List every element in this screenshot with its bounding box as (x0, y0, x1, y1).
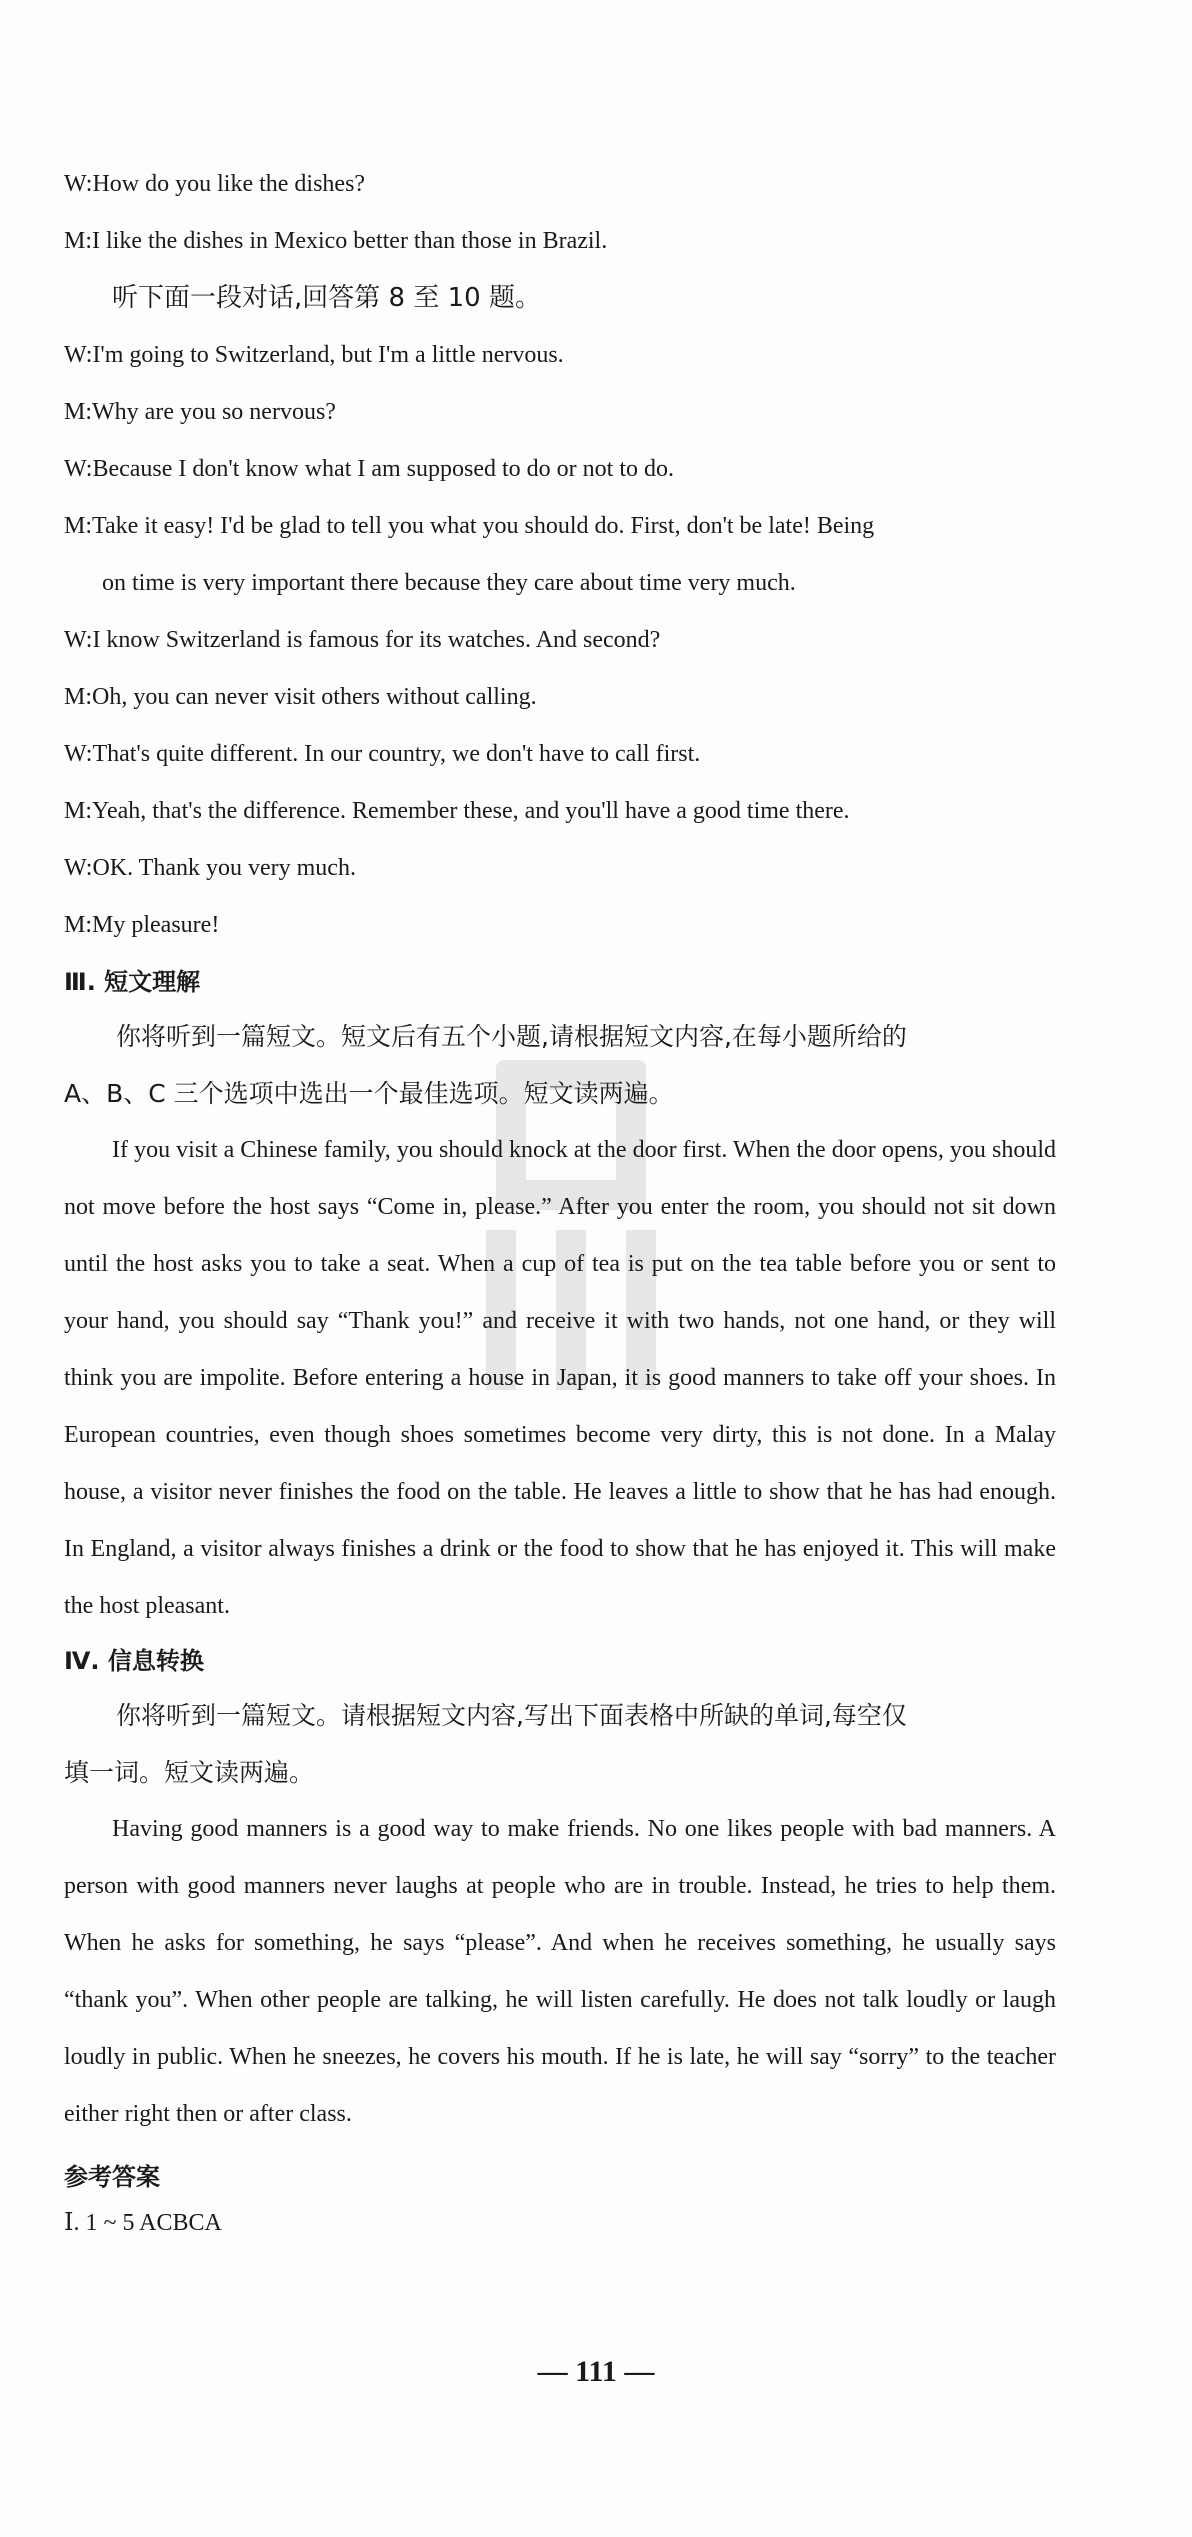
page-content (64, 168, 1064, 2264)
dialogue-line: W:How do you like the dishes? (64, 171, 366, 197)
passage-text: If you visit a Chinese family, you should knock at the door first. When the door opens, you should not move before the host says “Come in, please.” After you enter the room, you should not sit down until the host asks you to take a seat. When a cup of tea is put on the tea table before you or sent to your hand, you should say “Thank you!” and receive it with two hands, not one hand, or they will think you are impolite. Before entering a house in Japan, it is good manners to take off your shoes. In European countries, even though shoes sometimes become very dirty, this is not done. In a Malay house, a visitor never finishes the food on the table. He leaves a little to show that he has had enough. In England, a visitor always finishes a drink or the food to show that he has enjoyed it. This will make the host pleasant. (64, 1137, 1056, 1619)
page-number: — 111 — (537, 2355, 655, 2388)
dialogue-line: W:I'm going to Switzerland, but I'm a little nervous. (64, 342, 564, 368)
section-instruction: 你将听到一篇短文。短文后有五个小题,请根据短文内容,在每小题所给的 A、B、C 三个选项中选出一个最佳选项。短文读两遍。 (64, 1022, 907, 1108)
answer-line: Ⅰ. 1 ~ 5 ACBCA (64, 2210, 222, 2236)
instruction-text: 听下面一段对话,回答第 8 至 10 题。 (112, 283, 541, 313)
passage-text: Having good manners is a good way to make friends. No one likes people with bad manners. A person with good manners never laughs at people who are in trouble. Instead, he tries to help them. When he asks for something, he says “please”. And when he receives something, he usually says “thank you”. When other people are talking, he will listen carefully. He does not talk loudly or laugh loudly in public. When he sneezes, he covers his mouth. If he is late, he will say “sorry” to the teacher either right then or after class. (64, 1816, 1056, 2127)
dialogue-line: M:My pleasure! (64, 912, 220, 938)
dialogue-line: W:OK. Thank you very much. (64, 855, 356, 881)
dialogue-line: M:Oh, you can never visit others without calling. (64, 684, 537, 710)
section-heading: Ⅳ. 信息转换 (64, 1647, 204, 1675)
dialogue-line: W:I know Switzerland is famous for its watches. And second? (64, 627, 661, 653)
dialogue-line-continuation: on time is very important there because they care about time very much. (102, 570, 796, 596)
dialogue-line: M:Yeah, that's the difference. Remember these, and you'll have a good time there. (64, 798, 850, 824)
dialogue-line: M:I like the dishes in Mexico better than those in Brazil. (64, 228, 608, 254)
dialogue-line: M:Take it easy! I'd be glad to tell you what you should do. First, don't be late! Being (64, 513, 875, 539)
answers-heading: 参考答案 (64, 2163, 160, 2191)
dialogue-line: M:Why are you so nervous? (64, 399, 336, 425)
dialogue-line: W:Because I don't know what I am supposed to do or not to do. (64, 456, 675, 482)
dialogue-line: W:That's quite different. In our country, we don't have to call first. (64, 741, 701, 767)
section-instruction: 你将听到一篇短文。请根据短文内容,写出下面表格中所缺的单词,每空仅 填一词。短文读两遍。 (64, 1701, 907, 1787)
section-heading: Ⅲ. 短文理解 (64, 968, 201, 996)
